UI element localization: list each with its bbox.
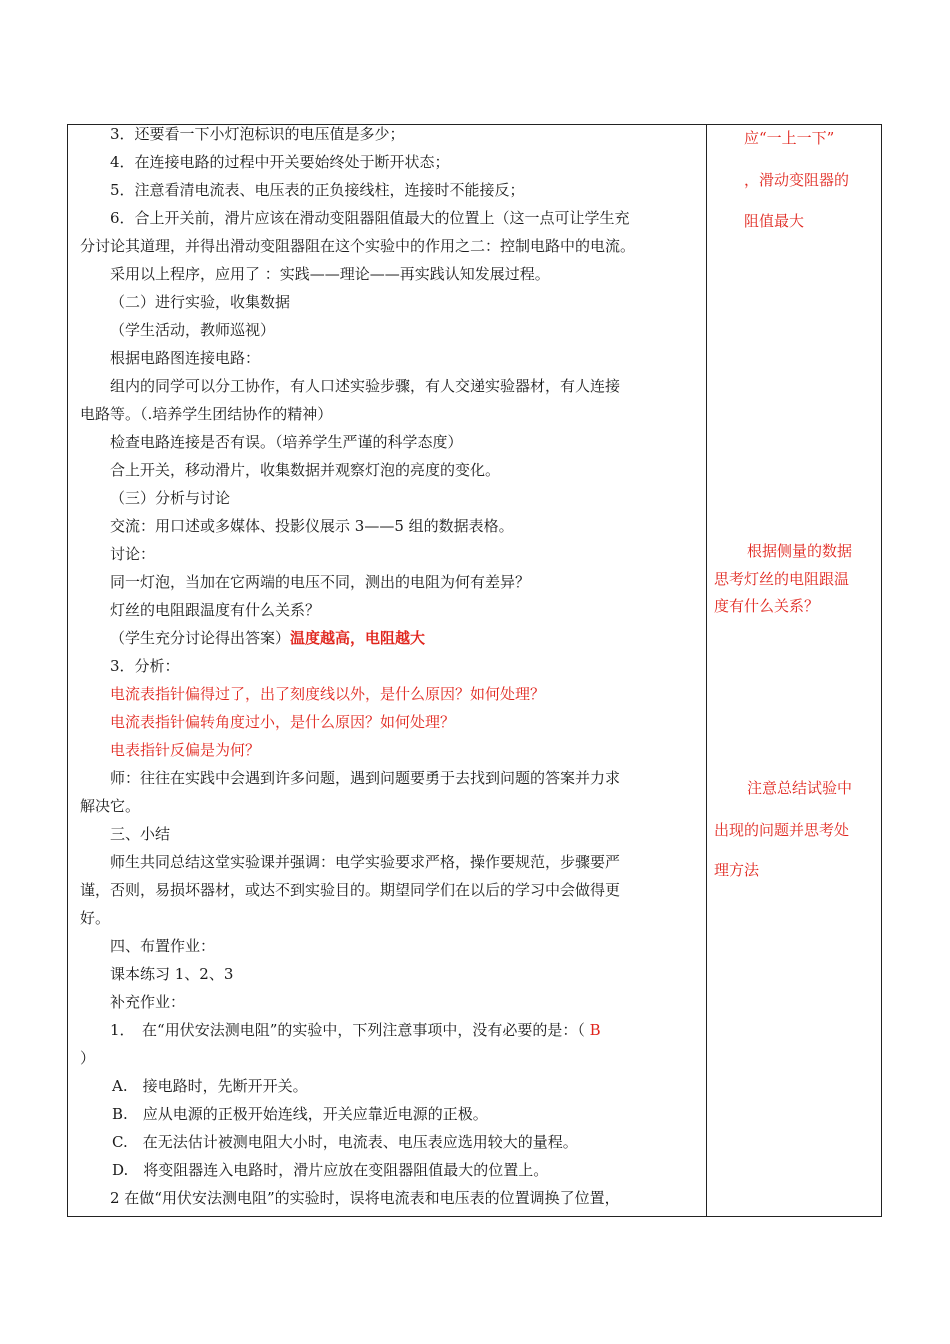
text-line: 交流：用口述或多媒体、投影仪展示 3——5 组的数据表格。 [110,517,514,535]
text-line: 师生共同总结这堂实验课并强调：电学实验要求严格，操作要规范，步骤要严 [110,853,621,871]
side-note: ，滑动变阻器的 [744,171,850,189]
text-line [110,624,425,652]
option-line: C. 在无法估计被测电阻大小时，电流表、电压表应选用较大的量程。 [112,1133,578,1151]
text-line: 分讨论其道理，并得出滑动变阻器阻在这个实验中的作用之二：控制电路中的电流。 [80,237,636,255]
side-note: 思考灯丝的电阻跟温 [714,570,850,588]
side-note: 应“一上一下” [744,129,835,147]
side-note: 注意总结试验中 [747,779,853,797]
side-note: 度有什么关系？ [714,597,820,615]
text-line: 师：往往在实践中会遇到许多问题，遇到问题要勇于去找到问题的答案并力求 [110,769,621,787]
text-line: 补充作业： [110,993,186,1011]
text-line: 6．合上开关前，滑片应该在滑动变阻器阻值最大的位置上（这一点可让学生充 [110,209,630,227]
section-heading: 三、小结 [110,825,171,843]
text-span: 1． 在“用伏安法测电阻”的实验中，下列注意事项中，没有必要的是：（ [110,1021,585,1039]
side-note: 阻值最大 [744,212,805,230]
text-line: （学生活动，教师巡视） [110,321,276,339]
question-line: 电表指针反偏是为何？ [110,741,261,759]
column-divider [706,124,707,1217]
option-line: D. 将变阻器连入电路时，滑片应放在变阻器阻值最大的位置上。 [112,1161,549,1179]
text-line: ） [80,1049,96,1067]
option-line: B. 应从电源的正极开始连线，开关应靠近电源的正极。 [112,1105,488,1123]
text-line: 讨论： [110,545,156,563]
text-line: 根据电路图连接电路： [110,349,261,367]
text-line: 采用以上程序，应用了 ：实践——理论——再实践认知发展过程。 [110,265,550,283]
text-line: 谨，否则，易损坏器材，或达不到实验目的。期望同学们在以后的学习中会做得更 [80,881,621,899]
question-line: 电流表指针偏转角度过小，是什么原因？如何处理？ [110,713,456,731]
side-note: 出现的问题并思考处 [714,821,850,839]
text-line: 课本练习 1、2、3 [110,965,234,983]
answer-highlight: 温度越高，电阻越大 [290,629,426,647]
text-line: 2 在做“用伏安法测电阻”的实验时，误将电流表和电压表的位置调换了位置， [110,1189,620,1207]
section-heading: 四、布置作业： [110,937,216,955]
text-line: 5．注意看清电流表、电压表的正负接线柱，连接时不能接反； [110,181,525,199]
text-line: 组内的同学可以分工协作，有人口述实验步骤，有人交递实验器材，有人连接 [110,377,621,395]
section-heading: （二）进行实验，收集数据 [110,293,291,311]
text-line: 合上开关，移动滑片，收集数据并观察灯泡的亮度的变化。 [110,461,501,479]
text-line: 好。 [80,909,111,927]
side-note: 根据侧量的数据 [747,542,853,560]
question-line: 电流表指针偏得过了，出了刻度线以外，是什么原因？如何处理？ [110,685,546,703]
section-heading: （三）分析与讨论 [110,489,231,507]
text-line: 3．分析： [110,657,180,675]
text-line: 灯丝的电阻跟温度有什么关系？ [110,601,321,619]
text-line: 4．在连接电路的过程中开关要始终处于断开状态； [110,153,450,171]
text-line: 解决它。 [80,797,141,815]
option-line: A. 接电路时，先断开开关。 [112,1077,308,1095]
text-line: 3．还要看一下小灯泡标识的电压值是多少； [110,125,405,143]
text-line: 电路等。（.培养学生团结协作的精神） [80,405,333,423]
text-line: 同一灯泡，当加在它两端的电压不同，测出的电阻为何有差异？ [110,573,531,591]
answer-letter: B [589,1021,601,1039]
text-line: 检查电路连接是否有误。（培养学生严谨的科学态度） [110,433,463,451]
side-note: 理方法 [714,861,760,879]
question-line [110,1016,601,1044]
text-span: （学生充分讨论得出答案） [110,629,291,647]
